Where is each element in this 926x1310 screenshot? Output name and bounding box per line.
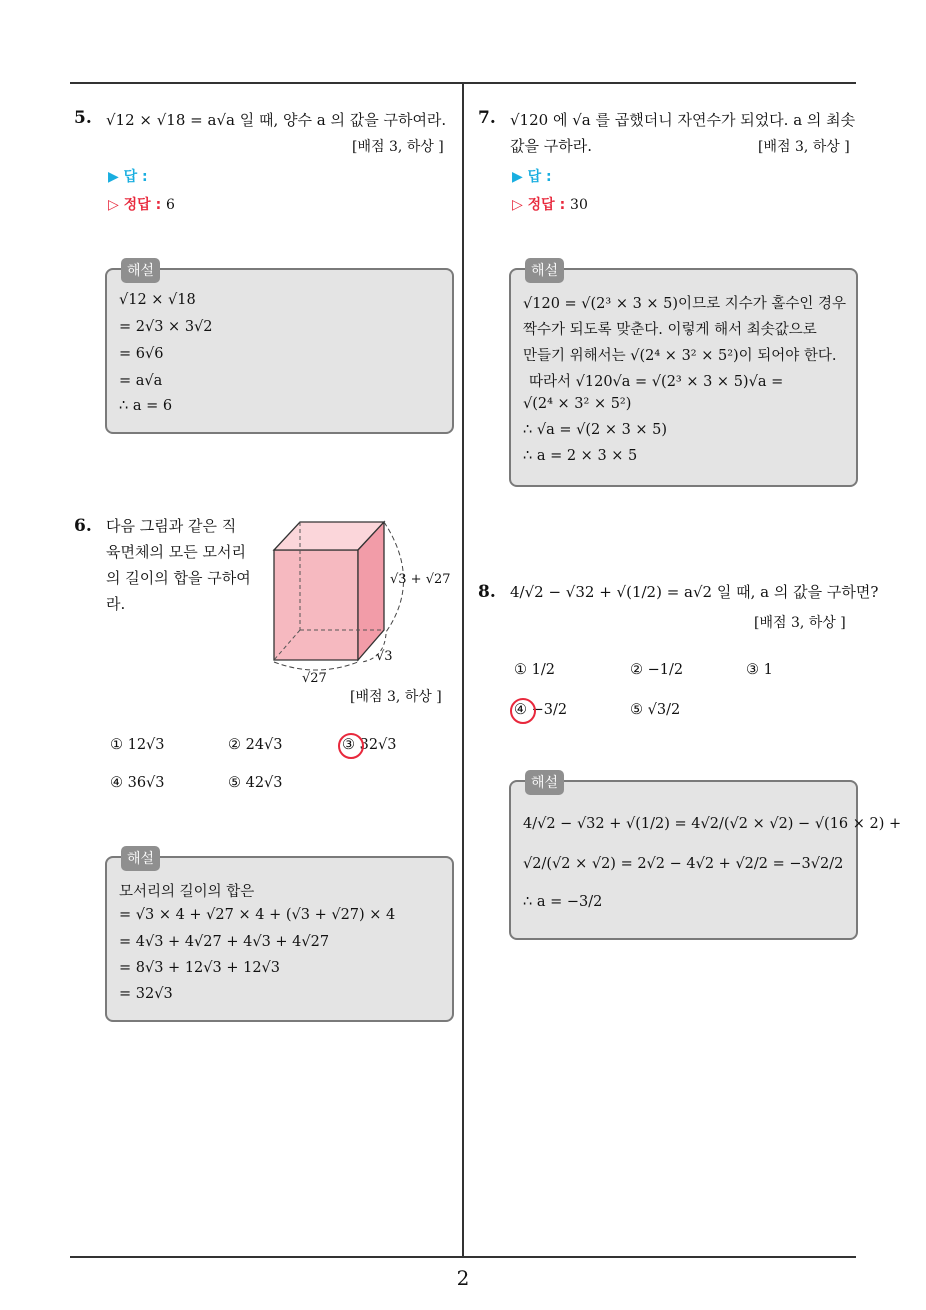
- q5-explain-line: = 2√3 × 3√2: [119, 319, 213, 335]
- cuboid-figure: [262, 510, 462, 690]
- label-height: √3 + √27: [390, 572, 451, 587]
- q6-selected-mark: [338, 733, 364, 759]
- q6-question-line: 다음 그림과 같은 직: [106, 517, 237, 535]
- label-width: √27: [302, 671, 327, 686]
- q7-correct-value: 30: [570, 197, 588, 213]
- q7-explain-line: √(2⁴ × 3² × 5²): [523, 396, 632, 412]
- q7-question-line: √120 에 √a 를 곱했더니 자연수가 되었다. a 의 최솟: [510, 111, 856, 129]
- q7-explain-tag: 해설: [525, 258, 564, 283]
- q8-score: [배점 3, 하상 ]: [754, 615, 846, 631]
- q5-explain-line: ∴ a = 6: [119, 398, 173, 414]
- q6-explain-line: = 8√3 + 12√3 + 12√3: [119, 960, 281, 976]
- q8-explain-line: ∴ a = −3/2: [523, 894, 603, 910]
- q8-choice-4[interactable]: ④ −3/2: [514, 702, 568, 718]
- q5-answer-label: ▶ 답 :: [108, 169, 148, 185]
- q5-score: [배점 3, 하상 ]: [352, 139, 444, 155]
- q5-question-text: √12 × √18 = a√a 일 때, 양수 a 의 값을 구하여라.: [106, 111, 447, 129]
- q7-explain-line: 따라서 √120√a = √(2³ × 3 × 5)√a =: [529, 374, 784, 390]
- q6-choice-2[interactable]: ② 24√3: [228, 737, 283, 753]
- q6-explain-tag: 해설: [121, 846, 160, 871]
- q5-correct-label: ▷ 정답 :: [108, 197, 162, 213]
- q8-explain-tag: 해설: [525, 770, 564, 795]
- q6-explain-line: = 32√3: [119, 986, 173, 1002]
- q8-explain-box: [509, 775, 902, 940]
- q7-explain-line: 짝수가 되도록 맞춘다. 이렇게 해서 최솟값으로: [523, 322, 817, 338]
- q5-explain-box: [105, 263, 454, 434]
- q5-explain-line: = a√a: [119, 373, 163, 389]
- q6-choice-3[interactable]: ③ 32√3: [342, 737, 397, 753]
- q6-choice-5[interactable]: ⑤ 42√3: [228, 775, 283, 791]
- q8-choice-2[interactable]: ② −1/2: [630, 662, 684, 678]
- q5-correct-row: [108, 194, 175, 214]
- q6-question-line: 육면체의 모든 모서리: [106, 543, 246, 561]
- page-number: 2: [456, 1266, 470, 1290]
- q7-explain-line: ∴ √a = √(2 × 3 × 5): [523, 422, 668, 438]
- q5-answer-row: [108, 166, 148, 186]
- bottom-rule: [70, 1256, 856, 1258]
- q6-explain-line: = √3 × 4 + √27 × 4 + (√3 + √27) × 4: [119, 907, 396, 923]
- q7-answer-row: [512, 166, 552, 186]
- q7-explain-line: ∴ a = 2 × 3 × 5: [523, 448, 638, 464]
- column-divider: [462, 82, 464, 1257]
- q8-question-text: 4/√2 − √32 + √(1/2) = a√2 일 때, a 의 값을 구하면?: [510, 583, 879, 601]
- q8-selected-mark: [510, 698, 536, 724]
- q6-question-line: 의 길이의 합을 구하여: [106, 569, 251, 587]
- q8-choice-3[interactable]: ③ 1: [746, 662, 773, 678]
- q7-answer-label: ▶ 답 :: [512, 169, 552, 185]
- q5-explain-line: = 6√6: [119, 346, 164, 362]
- q7-correct-label: ▷ 정답 :: [512, 197, 566, 213]
- q7-number: 7.: [478, 108, 496, 128]
- q6-explain-box: [105, 851, 454, 1022]
- q6-choice-1[interactable]: ① 12√3: [110, 737, 165, 753]
- q7-correct-row: [512, 194, 588, 214]
- q7-explain-line: √120 = √(2³ × 3 × 5)이므로 지수가 홀수인 경우: [523, 296, 846, 312]
- q5-explain-tag: 해설: [121, 258, 160, 283]
- q7-explain-line: 만들기 위해서는 √(2⁴ × 3² × 5²)이 되어야 한다.: [523, 348, 837, 364]
- q5-number: 5.: [74, 108, 92, 128]
- q7-explain-box: [509, 263, 858, 487]
- q5-correct-value: 6: [166, 197, 175, 213]
- q6-score: [배점 3, 하상 ]: [350, 689, 442, 705]
- cuboid-front-face: [274, 550, 358, 660]
- q8-number: 8.: [478, 582, 496, 602]
- q7-question-line: 값을 구하라.: [510, 137, 592, 155]
- q8-choice-1[interactable]: ① 1/2: [514, 662, 555, 678]
- q8-explain-line: 4/√2 − √32 + √(1/2) = 4√2/(√2 × √2) − √(16 × 2) +: [523, 816, 902, 832]
- q6-choice-4[interactable]: ④ 36√3: [110, 775, 165, 791]
- q8-explain-line: √2/(√2 × √2) = 2√2 − 4√2 + √2/2 = −3√2/2: [523, 856, 844, 872]
- label-depth: √3: [376, 649, 393, 664]
- q6-question-line: 라.: [106, 595, 126, 613]
- q6-explain-line: 모서리의 길이의 합은: [119, 884, 255, 900]
- q7-score: [배점 3, 하상 ]: [758, 139, 850, 155]
- q6-number: 6.: [74, 516, 92, 536]
- q5-explain-line: √12 × √18: [119, 292, 196, 308]
- q8-choice-5[interactable]: ⑤ √3/2: [630, 702, 681, 718]
- q6-explain-line: = 4√3 + 4√27 + 4√3 + 4√27: [119, 934, 330, 950]
